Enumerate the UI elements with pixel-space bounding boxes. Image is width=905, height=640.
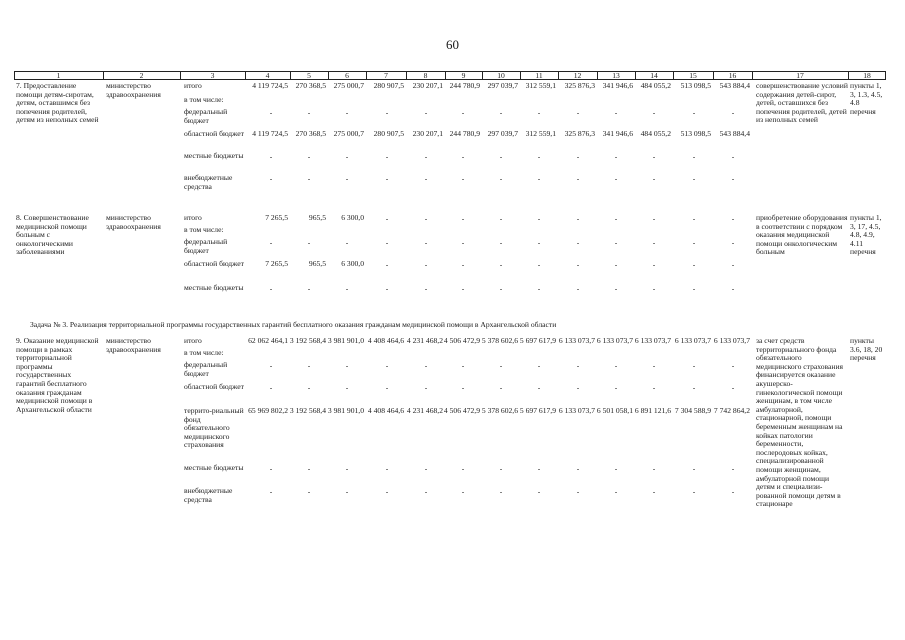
amount-cell: 7 742 864,2 [713, 406, 750, 415]
empty-cell: - [345, 238, 349, 247]
amount-cell: 244 780,9 [449, 129, 480, 138]
amount-cell: 6 133 073,7 [558, 406, 595, 415]
empty-cell: - [269, 487, 273, 496]
empty-cell: - [385, 284, 389, 293]
empty-cell: - [537, 260, 541, 269]
funding-source: в том числе: [184, 348, 224, 357]
empty-cell: - [345, 174, 349, 183]
empty-cell: - [614, 108, 618, 117]
empty-cell: - [307, 174, 311, 183]
empty-cell: - [731, 487, 735, 496]
column-number: 3 [210, 70, 215, 80]
column-number: 13 [612, 70, 620, 80]
empty-cell: - [731, 260, 735, 269]
amount-cell: 3 192 568,4 [289, 406, 326, 415]
executor: министерство здравоохранения [106, 81, 161, 99]
empty-cell: - [731, 361, 735, 370]
column-divider [406, 72, 407, 79]
column-divider [713, 72, 714, 79]
amount-cell: 965,5 [308, 259, 326, 268]
amount-cell: 341 946,6 [602, 129, 633, 138]
empty-cell: - [385, 383, 389, 392]
amount-cell: 3 192 568,4 [289, 336, 326, 345]
funding-source: итого [184, 213, 202, 222]
empty-cell: - [424, 174, 428, 183]
funding-source: местные бюджеты [184, 283, 244, 292]
empty-cell: - [499, 214, 503, 223]
column-number: 2 [139, 70, 144, 80]
empty-cell: - [576, 464, 580, 473]
empty-cell: - [731, 214, 735, 223]
empty-cell: - [499, 108, 503, 117]
column-number: 5 [307, 70, 311, 80]
empty-cell: - [461, 383, 465, 392]
amount-cell: 275 000,7 [333, 81, 364, 90]
empty-cell: - [614, 487, 618, 496]
list-points: пункты 1, 3, 1.3, 4.5, 4.8 перечня [850, 81, 883, 116]
empty-cell: - [576, 174, 580, 183]
empty-cell: - [692, 174, 696, 183]
column-divider [635, 72, 636, 79]
empty-cell: - [692, 383, 696, 392]
empty-cell: - [652, 108, 656, 117]
amount-cell: 965,5 [308, 213, 326, 222]
amount-cell: 6 133 073,7 [713, 336, 750, 345]
funding-source: в том числе: [184, 225, 224, 234]
amount-cell: 325 876,3 [564, 129, 595, 138]
amount-cell: 4 231 468,2 [406, 336, 443, 345]
empty-cell: - [385, 174, 389, 183]
funding-source: итого [184, 81, 202, 90]
empty-cell: - [731, 284, 735, 293]
amount-cell: 3 981 901,0 [327, 336, 364, 345]
empty-cell: - [307, 152, 311, 161]
amount-cell: 3 981 901,0 [327, 406, 364, 415]
empty-cell: - [692, 361, 696, 370]
column-divider [482, 72, 483, 79]
empty-cell: - [614, 174, 618, 183]
empty-cell: - [692, 464, 696, 473]
amount-cell: 244 780,9 [449, 81, 480, 90]
column-number: 6 [345, 70, 349, 80]
empty-cell: - [537, 464, 541, 473]
amount-cell: 4 119 724,5 [252, 129, 288, 138]
funding-source: федеральный бюджет [184, 237, 228, 255]
funding-source: местные бюджеты [184, 151, 244, 160]
empty-cell: - [614, 260, 618, 269]
funding-source: в том числе: [184, 95, 224, 104]
empty-cell: - [692, 214, 696, 223]
funding-source: областной бюджет [184, 382, 244, 391]
empty-cell: - [731, 464, 735, 473]
amount-cell: 513 098,5 [680, 81, 711, 90]
empty-cell: - [692, 108, 696, 117]
funding-source: террито-риальный фонд обязательного медицинского страхования [184, 406, 244, 450]
empty-cell: - [537, 383, 541, 392]
empty-cell: - [614, 361, 618, 370]
empty-cell: - [499, 383, 503, 392]
empty-cell: - [307, 383, 311, 392]
empty-cell: - [269, 284, 273, 293]
executor: министерство здравоохранения [106, 213, 161, 231]
empty-cell: - [499, 152, 503, 161]
column-number: 10 [497, 70, 505, 80]
amount-cell: 325 876,3 [564, 81, 595, 90]
empty-cell: - [652, 174, 656, 183]
amount-cell: 513 098,5 [680, 129, 711, 138]
empty-cell: - [537, 174, 541, 183]
empty-cell: - [614, 152, 618, 161]
list-points: пункты 3.6, 18, 20 перечня [850, 336, 883, 363]
empty-cell: - [345, 152, 349, 161]
funding-source: местные бюджеты [184, 463, 244, 472]
empty-cell: - [499, 464, 503, 473]
empty-cell: - [269, 361, 273, 370]
amount-cell: 4 119 724,5 [252, 81, 288, 90]
column-divider [673, 72, 674, 79]
column-divider [180, 72, 181, 79]
empty-cell: - [461, 464, 465, 473]
empty-cell: - [424, 108, 428, 117]
column-divider [520, 72, 521, 79]
amount-cell: 5 697 617,9 [519, 406, 556, 415]
empty-cell: - [385, 214, 389, 223]
empty-cell: - [345, 108, 349, 117]
empty-cell: - [385, 464, 389, 473]
empty-cell: - [576, 238, 580, 247]
empty-cell: - [307, 238, 311, 247]
empty-cell: - [614, 383, 618, 392]
empty-cell: - [461, 152, 465, 161]
column-number: 18 [863, 70, 871, 80]
amount-cell: 270 368,5 [295, 129, 326, 138]
amount-cell: 4 408 464,6 [367, 406, 404, 415]
amount-cell: 275 000,7 [333, 129, 364, 138]
empty-cell: - [614, 214, 618, 223]
amount-cell: 6 891 121,6 [634, 406, 671, 415]
empty-cell: - [461, 260, 465, 269]
empty-cell: - [499, 238, 503, 247]
amount-cell: 6 501 058,1 [596, 406, 633, 415]
column-divider [366, 72, 367, 79]
empty-cell: - [614, 284, 618, 293]
amount-cell: 5 378 602,6 [481, 336, 518, 345]
empty-cell: - [576, 383, 580, 392]
amount-cell: 6 133 073,7 [674, 336, 711, 345]
empty-cell: - [576, 361, 580, 370]
amount-cell: 280 907,5 [373, 129, 404, 138]
amount-cell: 6 133 073,7 [596, 336, 633, 345]
empty-cell: - [307, 464, 311, 473]
empty-cell: - [345, 464, 349, 473]
empty-cell: - [424, 487, 428, 496]
empty-cell: - [614, 238, 618, 247]
column-number: 12 [573, 70, 582, 80]
column-number: 8 [423, 70, 428, 80]
empty-cell: - [576, 260, 580, 269]
column-number: 9 [461, 70, 466, 80]
empty-cell: - [652, 238, 656, 247]
empty-cell: - [345, 487, 349, 496]
amount-cell: 6 300,0 [341, 213, 364, 222]
column-divider [328, 72, 329, 79]
amount-cell: 4 231 468,2 [406, 406, 443, 415]
empty-cell: - [692, 152, 696, 161]
empty-cell: - [424, 284, 428, 293]
funding-source: федеральный бюджет [184, 360, 228, 378]
empty-cell: - [461, 108, 465, 117]
empty-cell: - [424, 361, 428, 370]
funding-source: внебюджетные средства [184, 486, 233, 504]
amount-cell: 65 969 802,2 [248, 406, 288, 415]
empty-cell: - [385, 361, 389, 370]
empty-cell: - [692, 238, 696, 247]
column-divider [290, 72, 291, 79]
amount-cell: 230 207,1 [412, 129, 443, 138]
empty-cell: - [537, 214, 541, 223]
amount-cell: 7 265,5 [265, 259, 288, 268]
empty-cell: - [461, 214, 465, 223]
empty-cell: - [499, 284, 503, 293]
empty-cell: - [652, 152, 656, 161]
funding-source: областной бюджет [184, 259, 244, 268]
empty-cell: - [652, 464, 656, 473]
empty-cell: - [269, 174, 273, 183]
empty-cell: - [537, 108, 541, 117]
amount-cell: 543 884,4 [719, 129, 750, 138]
empty-cell: - [385, 152, 389, 161]
amount-cell: 297 039,7 [487, 81, 518, 90]
amount-cell: 6 133 073,7 [634, 336, 671, 345]
empty-cell: - [731, 152, 735, 161]
empty-cell: - [424, 152, 428, 161]
empty-cell: - [499, 487, 503, 496]
activity-name: 9. Оказание медицинской помощи в рамках территориальной программы государственных гарантий бесплатного оказания гражданам медицинской помощи в Архангельской области [16, 336, 99, 414]
column-divider [558, 72, 559, 79]
empty-cell: - [692, 284, 696, 293]
empty-cell: - [652, 487, 656, 496]
empty-cell: - [499, 361, 503, 370]
amount-cell: 312 559,1 [525, 129, 556, 138]
empty-cell: - [576, 487, 580, 496]
column-divider [245, 72, 246, 79]
column-number: 15 [689, 70, 697, 80]
empty-cell: - [424, 464, 428, 473]
empty-cell: - [537, 487, 541, 496]
empty-cell: - [385, 238, 389, 247]
empty-cell: - [461, 284, 465, 293]
column-number: 4 [265, 70, 270, 80]
empty-cell: - [576, 284, 580, 293]
amount-cell: 484 055,2 [640, 81, 671, 90]
empty-cell: - [461, 487, 465, 496]
empty-cell: - [424, 260, 428, 269]
empty-cell: - [307, 361, 311, 370]
empty-cell: - [307, 108, 311, 117]
funding-source: внебюджетные средства [184, 173, 233, 191]
column-number: 17 [796, 70, 804, 80]
empty-cell: - [537, 361, 541, 370]
empty-cell: - [345, 383, 349, 392]
empty-cell: - [537, 238, 541, 247]
empty-cell: - [576, 214, 580, 223]
column-divider [103, 72, 104, 79]
amount-cell: 270 368,5 [295, 81, 326, 90]
empty-cell: - [424, 214, 428, 223]
empty-cell: - [385, 487, 389, 496]
empty-cell: - [731, 383, 735, 392]
empty-cell: - [692, 260, 696, 269]
column-number: 11 [535, 70, 543, 80]
empty-cell: - [307, 487, 311, 496]
expected-result: совершенствование условий содержания детей-сирот, детей, оставшихся без попечения родителей, детей из неполных семей [756, 81, 848, 125]
empty-cell: - [385, 260, 389, 269]
amount-cell: 7 265,5 [265, 213, 288, 222]
empty-cell: - [576, 152, 580, 161]
activity-name: 8. Совершенствование медицинской помощи больным с онкологическими заболеваниями [16, 213, 89, 257]
amount-cell: 312 559,1 [525, 81, 556, 90]
empty-cell: - [269, 108, 273, 117]
amount-cell: 62 062 464,1 [248, 336, 288, 345]
empty-cell: - [269, 238, 273, 247]
amount-cell: 5 697 617,9 [519, 336, 556, 345]
column-divider [848, 72, 849, 79]
empty-cell: - [731, 108, 735, 117]
empty-cell: - [269, 152, 273, 161]
column-divider [597, 72, 598, 79]
empty-cell: - [731, 174, 735, 183]
column-divider [445, 72, 446, 79]
empty-cell: - [652, 260, 656, 269]
empty-cell: - [499, 260, 503, 269]
expected-result: за счет средств территориального фонда обязательного медицинского страхования финансируется оказание акушерско-гинекологической помощи женщинам, в том числе амбулаторной, стационарной, помощи беременным женщинам на койках патологии беременности, послеродовых койках, специализированной помощи женщинам, амбулаторной помощи детям и специализи-рованной помощи детям в стационаре [756, 336, 844, 509]
activity-name: 7. Предоставление помощи детям-сиротам, детям, оставшимся без попечения родителей, детям из неполных семей [16, 81, 99, 125]
amount-cell: 280 907,5 [373, 81, 404, 90]
task-heading: Задача № 3. Реализация территориальной программы государственных гарантий бесплатного оказания гражданам медицинской помощи в Архангельской области [30, 320, 557, 329]
empty-cell: - [692, 487, 696, 496]
empty-cell: - [269, 383, 273, 392]
amount-cell: 543 884,4 [719, 81, 750, 90]
empty-cell: - [537, 152, 541, 161]
empty-cell: - [424, 238, 428, 247]
empty-cell: - [652, 361, 656, 370]
empty-cell: - [614, 464, 618, 473]
column-number: 1 [56, 70, 61, 80]
expected-result: приобретение оборудования в соответствии с порядком оказания медицинской помощи онкологическим больным [756, 213, 848, 257]
amount-cell: 5 378 602,6 [481, 406, 518, 415]
empty-cell: - [345, 361, 349, 370]
empty-cell: - [385, 108, 389, 117]
column-number: 16 [728, 70, 737, 80]
column-number: 14 [650, 70, 658, 80]
amount-cell: 7 304 588,9 [674, 406, 711, 415]
empty-cell: - [731, 238, 735, 247]
empty-cell: - [345, 284, 349, 293]
empty-cell: - [652, 383, 656, 392]
page-number: 60 [446, 37, 459, 52]
executor: министерство здравоохранения [106, 336, 161, 354]
amount-cell: 4 506 472,9 [443, 406, 480, 415]
empty-cell: - [461, 238, 465, 247]
empty-cell: - [652, 284, 656, 293]
column-number: 7 [384, 70, 388, 80]
amount-cell: 297 039,7 [487, 129, 518, 138]
empty-cell: - [269, 464, 273, 473]
amount-cell: 6 300,0 [341, 259, 364, 268]
empty-cell: - [576, 108, 580, 117]
amount-cell: 230 207,1 [412, 81, 443, 90]
column-divider [752, 72, 753, 79]
funding-source: итого [184, 336, 202, 345]
empty-cell: - [307, 284, 311, 293]
amount-cell: 484 055,2 [640, 129, 671, 138]
funding-source: федеральный бюджет [184, 107, 228, 125]
empty-cell: - [499, 174, 503, 183]
empty-cell: - [424, 383, 428, 392]
empty-cell: - [461, 174, 465, 183]
empty-cell: - [652, 214, 656, 223]
amount-cell: 341 946,6 [602, 81, 633, 90]
amount-cell: 6 133 073,7 [558, 336, 595, 345]
column-number-row [14, 71, 886, 80]
amount-cell: 4 408 464,6 [367, 336, 404, 345]
amount-cell: 4 506 472,9 [443, 336, 480, 345]
empty-cell: - [537, 284, 541, 293]
funding-source: областной бюджет [184, 129, 244, 138]
empty-cell: - [461, 361, 465, 370]
list-points: пункты 1, 3, 17, 4.5, 4.8, 4.9, 4.11 перечня [850, 213, 882, 257]
